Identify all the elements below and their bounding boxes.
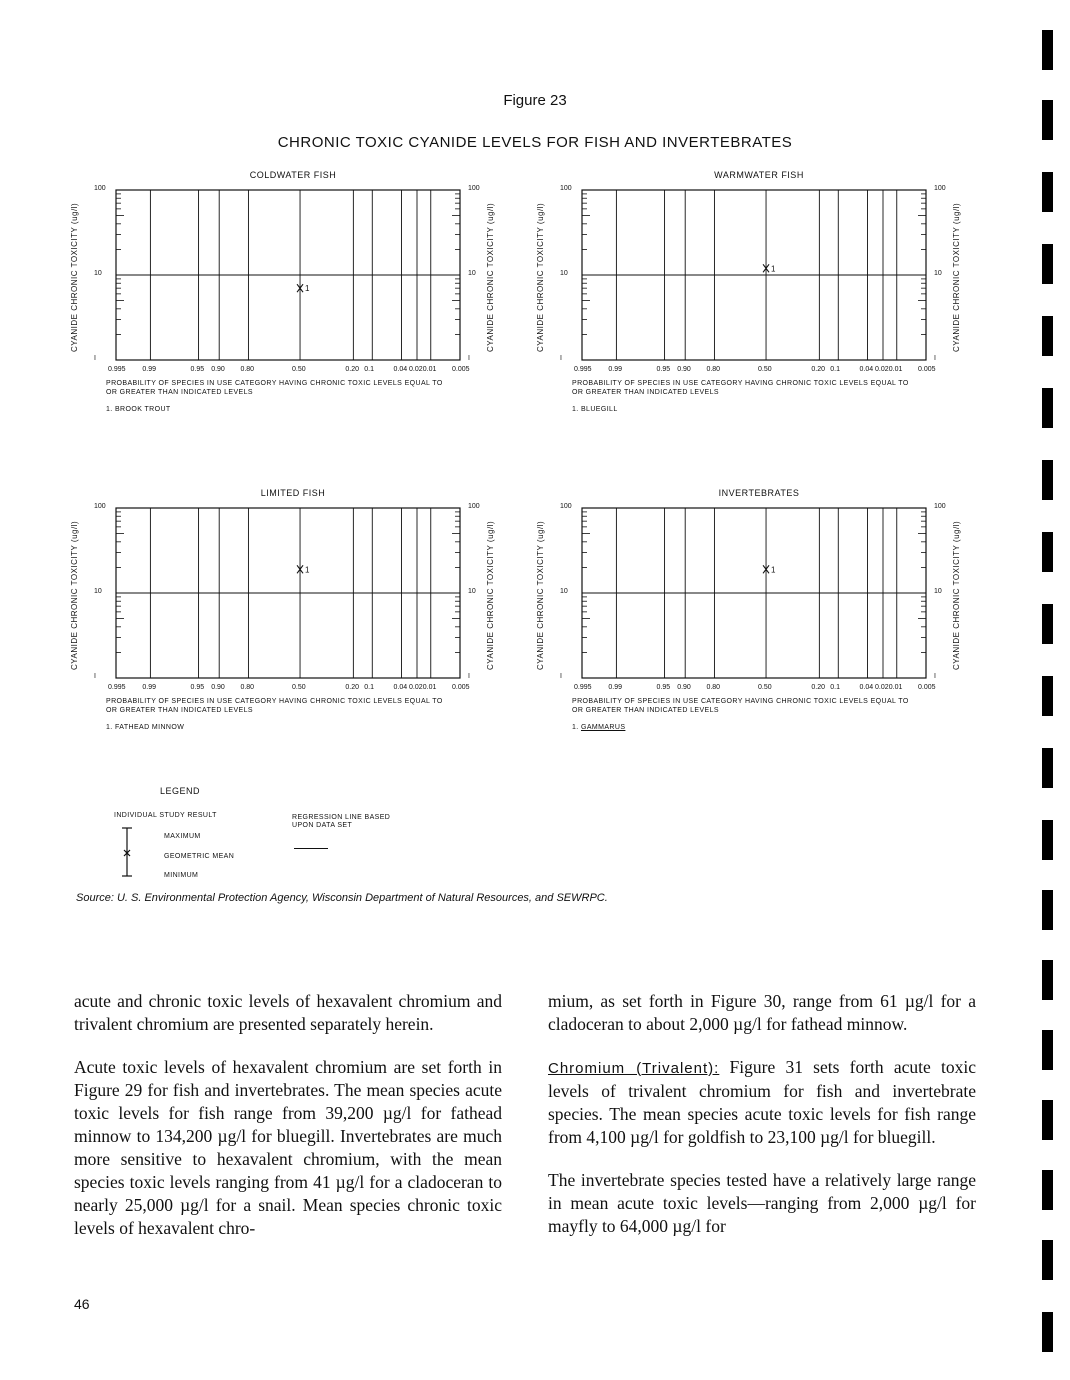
chart-panel [70, 488, 508, 748]
x-tick-label: 0.995 [108, 366, 126, 373]
y-tick-label: 100 [560, 503, 572, 510]
x-tick-label: 0.90 [211, 366, 225, 373]
x-tick-label: 0.99 [142, 366, 157, 373]
x-tick-label: 0.01 [422, 684, 437, 691]
x-axis-caption: PROBABILITY OF SPECIES IN USE CATEGORY HAVING CHRONIC TOXIC LEVELS EQUAL TO OR GREATER THAN INDICATED LEVELS [572, 380, 909, 396]
species-entry [572, 406, 618, 413]
y-tick-label-right: 10 [934, 270, 942, 277]
x-axis-caption: PROBABILITY OF SPECIES IN USE CATEGORY HAVING CHRONIC TOXIC LEVELS EQUAL TO OR GREATER THAN INDICATED LEVELS [106, 380, 443, 396]
x-tick-label: 0.005 [452, 684, 470, 691]
paragraph: acute and chronic toxic levels of hexavalent chromium and trivalent chromium are presented separately herein. [74, 991, 502, 1034]
y-axis-title: CYANIDE CHRONIC TOXICITY (ug/l) [70, 202, 79, 352]
species-name: GAMMARUS [580, 724, 626, 731]
x-tick-label: 0.90 [211, 684, 225, 691]
legend-range-bar-icon [120, 826, 134, 880]
x-tick-label: 0.005 [918, 366, 936, 373]
legend-regression-line [294, 848, 328, 849]
y-tick-label: I [560, 673, 562, 680]
legend-individual-label: INDIVIDUAL STUDY RESULT [114, 812, 217, 819]
paragraph: mium, as set forth in Figure 30, range from 61 µg/l for a cladoceran to about 2,000 µg/l for fathead minnow. [548, 991, 976, 1034]
x-axis-caption: PROBABILITY OF SPECIES IN USE CATEGORY HAVING CHRONIC TOXIC LEVELS EQUAL TO OR GREATER THAN INDICATED LEVELS [106, 698, 443, 714]
x-tick-label: 0.80 [706, 366, 721, 373]
y-tick-label-right: 10 [934, 588, 942, 595]
y-axis-title: CYANIDE CHRONIC TOXICITY (ug/l) [536, 202, 545, 352]
x-tick-label: 0.1 [364, 684, 374, 691]
x-tick-label: 0.99 [608, 366, 623, 373]
y-axis-title-right: CYANIDE CHRONIC TOXICITY (ug/l) [952, 202, 961, 352]
data-point-label: 1 [771, 565, 776, 575]
data-point-label: 1 [771, 264, 776, 274]
y-axis-title: CYANIDE CHRONIC TOXICITY (ug/l) [536, 520, 545, 670]
species-entry [106, 406, 171, 413]
figure-label: Figure 23 [503, 92, 567, 109]
y-tick-label: 10 [94, 270, 102, 277]
x-tick-label: 0.95 [190, 684, 205, 691]
y-tick-label-right: 10 [468, 588, 476, 595]
edge-mark [1042, 172, 1053, 212]
x-tick-label: 0.04 [859, 366, 874, 373]
x-tick-label: 0.50 [758, 366, 772, 373]
y-tick-label: I [94, 673, 96, 680]
y-tick-label: 10 [560, 588, 568, 595]
x-tick-label: 0.01 [422, 366, 437, 373]
x-tick-label: 0.02 [875, 684, 889, 691]
species-name: BROOK TROUT [114, 406, 171, 413]
chart-title: LIMITED FISH [260, 488, 326, 498]
edge-mark [1042, 604, 1053, 644]
species-name: FATHEAD MINNOW [114, 724, 185, 731]
x-tick-label: 0.99 [608, 684, 623, 691]
legend-minimum-label: MINIMUM [164, 872, 199, 879]
y-tick-label-right: 100 [934, 185, 946, 192]
y-axis-title-right: CYANIDE CHRONIC TOXICITY (ug/l) [486, 202, 495, 352]
x-tick-label: 0.20 [345, 684, 359, 691]
y-axis-title: CYANIDE CHRONIC TOXICITY (ug/l) [70, 520, 79, 670]
x-tick-label: 0.20 [811, 366, 825, 373]
edge-mark [1042, 388, 1053, 428]
species-number: 1. [106, 406, 115, 413]
y-tick-label: 100 [94, 185, 106, 192]
left-column [74, 990, 502, 1260]
edge-mark [1042, 1030, 1053, 1070]
species-entry [106, 724, 184, 731]
y-tick-label: I [94, 355, 96, 362]
x-tick-label: 0.01 [888, 366, 903, 373]
paragraph: Acute toxic levels of hexavalent chromium are set forth in Figure 29 for fish and invertebrates. The mean species acute toxic levels for fish range from 39,200 µg/l for fathead minnow to 134,200 µg/l for bluegill. Invertebrates are much more sensitive to hexavalent chromium, with the mean species toxic levels ranging from 41 µg/l for a cladoceran to nearly 25,000 µg/l for a snail. Mean species chronic toxic levels of hexavalent chro- [74, 1057, 502, 1238]
x-tick-label: 0.01 [888, 684, 903, 691]
x-tick-label: 0.95 [656, 366, 671, 373]
x-tick-label: 0.995 [574, 684, 592, 691]
x-tick-label: 0.99 [142, 684, 157, 691]
edge-mark [1042, 100, 1053, 140]
x-tick-label: 0.04 [393, 684, 408, 691]
x-tick-label: 0.95 [656, 684, 671, 691]
x-tick-label: 0.20 [811, 684, 825, 691]
edge-mark [1042, 1312, 1053, 1352]
y-axis-title-right: CYANIDE CHRONIC TOXICITY (ug/l) [952, 520, 961, 670]
edge-mark [1042, 244, 1053, 284]
x-tick-label: 0.995 [574, 366, 592, 373]
x-tick-label: 0.005 [918, 684, 936, 691]
x-tick-label: 0.80 [240, 684, 255, 691]
edge-mark [1042, 748, 1053, 788]
y-tick-label-right: I [468, 355, 470, 362]
x-axis-caption: PROBABILITY OF SPECIES IN USE CATEGORY HAVING CHRONIC TOXIC LEVELS EQUAL TO OR GREATER THAN INDICATED LEVELS [572, 698, 909, 714]
x-tick-label: 0.50 [292, 366, 306, 373]
chart-plot [78, 488, 508, 688]
y-tick-label-right: 100 [934, 503, 946, 510]
chart-panel [70, 170, 508, 430]
x-tick-label: 0.02 [875, 366, 889, 373]
species-number: 1. [572, 724, 581, 731]
x-tick-label: 0.04 [393, 366, 408, 373]
edge-mark [1042, 532, 1053, 572]
x-tick-label: 0.90 [677, 366, 691, 373]
x-tick-label: 0.04 [859, 684, 874, 691]
x-tick-label: 0.1 [364, 366, 374, 373]
edge-mark [1042, 1240, 1053, 1280]
x-tick-label: 0.20 [345, 366, 359, 373]
x-tick-label: 0.02 [409, 366, 423, 373]
source-note: Source: U. S. Environmental Protection Agency, Wisconsin Department of Natural Resources, and SEWRPC. [76, 892, 608, 904]
species-entry [572, 724, 625, 731]
edge-mark [1042, 30, 1053, 70]
chart-plot [544, 488, 974, 688]
x-tick-label: 0.995 [108, 684, 126, 691]
x-tick-label: 0.005 [452, 366, 470, 373]
y-tick-label-right: 100 [468, 503, 480, 510]
section-heading: Chromium (Trivalent): [548, 1060, 720, 1077]
y-tick-label-right: 10 [468, 270, 476, 277]
page-number: 46 [74, 1296, 90, 1312]
edge-mark [1042, 1100, 1053, 1140]
y-tick-label-right: I [468, 673, 470, 680]
edge-mark [1042, 460, 1053, 500]
legend-mean-label: GEOMETRIC MEAN [164, 853, 235, 860]
y-tick-label: 100 [94, 503, 106, 510]
y-tick-label: 10 [560, 270, 568, 277]
chart-title: COLDWATER FISH [249, 170, 337, 180]
species-number: 1. [106, 724, 115, 731]
edge-mark [1042, 676, 1053, 716]
x-tick-label: 0.90 [677, 684, 691, 691]
chart-panel [536, 170, 974, 430]
y-tick-label-right: 100 [468, 185, 480, 192]
y-tick-label: I [560, 355, 562, 362]
legend-regression-label: REGRESSION LINE BASED UPON DATA SET [292, 814, 391, 829]
chart-title: WARMWATER FISH [714, 170, 804, 180]
figure-title: CHRONIC TOXIC CYANIDE LEVELS FOR FISH AND INVERTEBRATES [277, 134, 793, 151]
paragraph [548, 1056, 976, 1149]
legend-title: LEGEND [160, 786, 201, 796]
edge-mark [1042, 316, 1053, 356]
right-column [548, 990, 976, 1258]
x-tick-label: 0.1 [830, 684, 840, 691]
x-tick-label: 0.1 [830, 366, 840, 373]
x-tick-label: 0.02 [409, 684, 423, 691]
species-number: 1. [572, 406, 581, 413]
chart-plot [544, 170, 974, 370]
y-tick-label: 100 [560, 185, 572, 192]
chart-plot [78, 170, 508, 370]
edge-mark [1042, 890, 1053, 930]
x-tick-label: 0.95 [190, 366, 205, 373]
x-tick-label: 0.50 [758, 684, 772, 691]
data-point-label: 1 [305, 565, 310, 575]
legend-maximum-label: MAXIMUM [164, 833, 201, 840]
data-point-label: 1 [305, 284, 310, 294]
chart-panel [536, 488, 974, 748]
paragraph: The invertebrate species tested have a relatively large range in mean acute toxic levels—ranging from 2,000 µg/l for mayfly to 64,000 µg/l for [548, 1170, 976, 1236]
x-tick-label: 0.50 [292, 684, 306, 691]
species-name: BLUEGILL [580, 406, 618, 413]
chart-title: INVERTEBRATES [718, 488, 800, 498]
x-tick-label: 0.80 [706, 684, 721, 691]
edge-mark [1042, 1170, 1053, 1210]
edge-mark [1042, 960, 1053, 1000]
paragraph-body: Figure 31 sets forth acute toxic levels of trivalent chromium for fish and invertebrate species. The mean species acute toxic levels for fish range from 4,100 µg/l for goldfish to 23,100 µg/l for bluegill. [548, 1057, 976, 1147]
y-tick-label-right: I [934, 673, 936, 680]
x-tick-label: 0.80 [240, 366, 255, 373]
y-tick-label: 10 [94, 588, 102, 595]
edge-mark [1042, 820, 1053, 860]
y-tick-label-right: I [934, 355, 936, 362]
y-axis-title-right: CYANIDE CHRONIC TOXICITY (ug/l) [486, 520, 495, 670]
